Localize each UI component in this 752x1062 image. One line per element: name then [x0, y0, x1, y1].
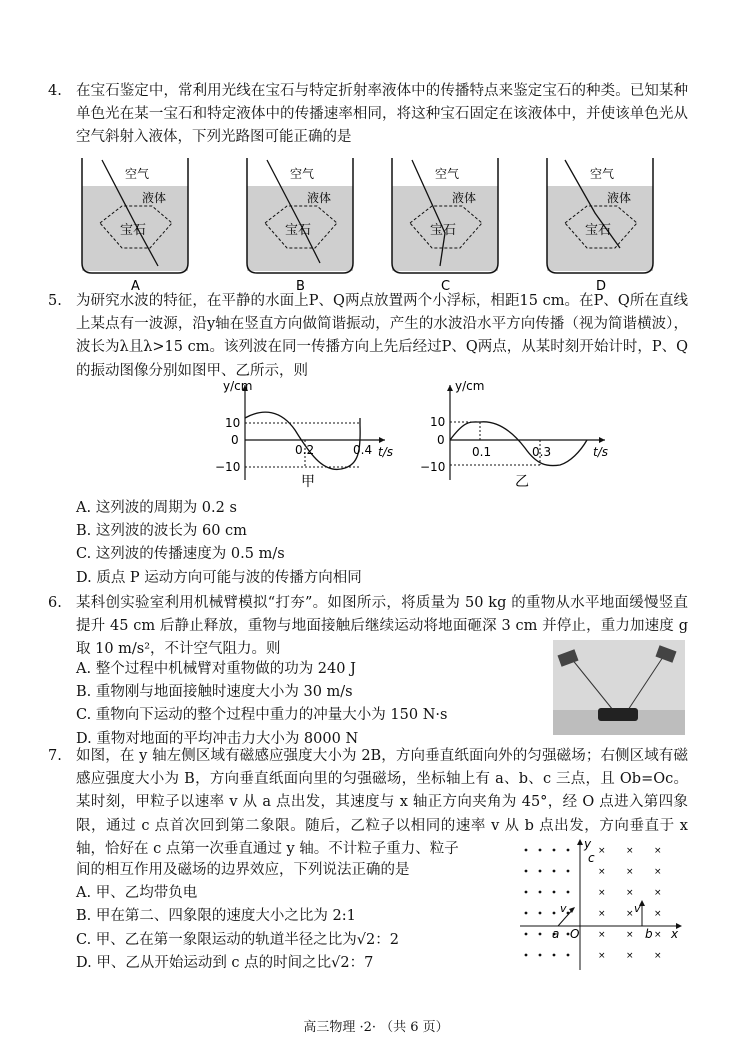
- field-dot: [553, 849, 556, 852]
- question-text-part2: 间的相互作用及磁场的边界效应，下列说法正确的是: [76, 862, 410, 878]
- graph-xlabel: t/s: [378, 445, 393, 459]
- air-label: 空气: [125, 167, 150, 181]
- beaker-a: [82, 158, 188, 293]
- gem-label: 宝石: [585, 223, 612, 238]
- tick-x-0.3: 0.3: [532, 445, 552, 459]
- axis-x-label: x: [671, 927, 679, 941]
- field-cross: ×: [626, 930, 634, 940]
- field-dot: [553, 870, 556, 873]
- air-label: 空气: [590, 167, 615, 181]
- tick-y-0: 0: [437, 433, 445, 447]
- point-b-label: b: [645, 927, 653, 941]
- point-c-label: c: [588, 851, 595, 865]
- question-text: 某科创实验室利用机械臂模拟“打夯”。如图所示，将质量为 50 kg 的重物从水平地面缓慢竖直提升 45 cm 后静止释放，重物与地面接触后继续运动将地面砸深 3 cm 并停止，重力加速度 g 取 10 m/s²，不计空气阻力。则: [76, 595, 688, 658]
- option-a[interactable]: A. 整个过程中机械臂对重物做的功为 240 J: [76, 661, 356, 677]
- field-dot: [525, 954, 528, 957]
- option-b[interactable]: B. 这列波的波长为 60 cm: [76, 523, 247, 540]
- tick-y-0: 0: [231, 433, 239, 447]
- field-cross: ×: [654, 909, 662, 919]
- liquid-label: 液体: [142, 191, 167, 205]
- field-cross: ×: [626, 888, 634, 898]
- question-number: 5.: [48, 293, 62, 309]
- field-cross: ×: [626, 951, 634, 961]
- question-5-options: [48, 497, 688, 590]
- air-label: 空气: [435, 167, 460, 181]
- field-dot: [525, 891, 528, 894]
- question-5: [48, 290, 688, 383]
- field-dot: [539, 954, 542, 957]
- field-cross: ×: [654, 888, 662, 898]
- origin-label: O: [570, 927, 580, 941]
- graph-yi: [420, 380, 608, 490]
- gem-label: 宝石: [430, 223, 457, 238]
- field-dot: [553, 891, 556, 894]
- field-dot: [525, 912, 528, 915]
- field-cross: ×: [626, 846, 634, 856]
- field-crosses-in: [598, 846, 662, 961]
- liquid-label: 液体: [452, 191, 477, 205]
- beaker-b: [247, 158, 353, 293]
- tick-y-neg10: −10: [420, 460, 446, 474]
- question-number: 6.: [48, 595, 62, 611]
- field-dot: [525, 849, 528, 852]
- graph-caption: 乙: [515, 474, 529, 490]
- option-label: C: [441, 279, 451, 293]
- question-text-part1: 如图，在 y 轴左侧区域有磁感应强度大小为 2B，方向垂直纸面向外的匀强磁场；右侧区域有磁感应强度大小为 B，方向垂直纸面向里的匀强磁场，坐标轴上有 a、b、c 三点，且 Ob=Oc。某时刻，甲粒子以速率 v 从 a 点出发，其速度与 x 轴正方向夹角为 45°，经 O 点进入第四象限，通过 c 点首次回到第二象限。随后，乙粒子以相同的速率 v 从 b 点出发，方向垂直于 x 轴，恰好在 c 点第一次垂直通过 y 轴。不计粒子重力、粒子: [76, 748, 688, 857]
- option-c[interactable]: C. 甲、乙在第一象限运动的轨道半径之比为√2：2: [76, 931, 399, 948]
- question-4: [48, 80, 688, 150]
- field-dot: [567, 870, 570, 873]
- option-d[interactable]: D. 甲、乙从开始运动到 c 点的时间之比√2：7: [76, 954, 374, 971]
- point-a-label: a: [552, 927, 560, 941]
- option-label: D: [596, 279, 607, 293]
- field-dot: [553, 954, 556, 957]
- field-dot: [539, 870, 542, 873]
- tick-y-neg10: −10: [215, 460, 241, 474]
- option-b[interactable]: B. 甲在第二、四象限的速度大小之比为 2:1: [76, 908, 356, 925]
- page-footer: 高三物理 ·2· （共 6 页）: [303, 1020, 449, 1035]
- liquid-label: 液体: [607, 191, 632, 205]
- q5-vibration-graphs: [215, 380, 615, 490]
- question-7-cont: [48, 859, 518, 975]
- question-text: 为研究水波的特征，在平静的水面上P、Q两点放置两个小浮标，相距15 cm。在P、Q所在直线上某点有一波源，沿y轴在竖直方向做简谐振动，产生的水波沿水平方向传播（视为简谐横波），波长为λ且λ>15 cm。该列波在同一传播方向上先后经过P、Q两点，从某时刻开始计时，P、Q的振动图像分别如图甲、乙所示，则: [76, 293, 688, 379]
- field-dot: [567, 849, 570, 852]
- question-number: 7.: [48, 748, 62, 764]
- gem-label: 宝石: [285, 223, 312, 238]
- robot-arm-photo: [553, 640, 685, 735]
- field-dot: [567, 954, 570, 957]
- field-cross: ×: [598, 888, 606, 898]
- q4-light-path-figures: [70, 158, 670, 293]
- air-label: 空气: [290, 167, 315, 181]
- field-cross: ×: [626, 867, 634, 877]
- option-label: B: [296, 279, 305, 293]
- field-dot: [525, 933, 528, 936]
- liquid-label: 液体: [307, 191, 332, 205]
- field-cross: ×: [654, 951, 662, 961]
- tick-x-0.1: 0.1: [472, 445, 492, 459]
- field-cross: ×: [598, 951, 606, 961]
- field-cross: ×: [626, 909, 634, 919]
- graph-jia: [215, 380, 393, 490]
- gem-label: 宝石: [120, 223, 147, 238]
- tick-x-0.2: 0.2: [295, 443, 315, 457]
- option-c[interactable]: C. 重物向下运动的整个过程中重力的冲量大小为 150 N·s: [76, 707, 448, 724]
- field-dot: [539, 849, 542, 852]
- tick-x-0.4: 0.4: [353, 443, 373, 457]
- question-text: 在宝石鉴定中，常利用光线在宝石与特定折射率液体中的传播特点来鉴定宝石的种类。已知某种单色光在某一宝石和特定液体中的传播速率相同，将这种宝石固定在该液体中，并使该单色光从空气斜射入液体，下列光路图可能正确的是: [76, 83, 688, 146]
- graph-caption: 甲: [301, 474, 315, 490]
- field-dot: [539, 912, 542, 915]
- beaker-d: [547, 158, 653, 293]
- option-label: A: [131, 279, 140, 293]
- question-number: 4.: [48, 83, 62, 99]
- field-dot: [567, 933, 570, 936]
- field-dot: [525, 870, 528, 873]
- field-dot: [539, 891, 542, 894]
- field-cross: ×: [654, 867, 662, 877]
- tick-y-10: 10: [430, 415, 446, 429]
- field-cross: ×: [654, 846, 662, 856]
- field-dot: [553, 912, 556, 915]
- option-a[interactable]: A. 甲、乙均带负电: [76, 885, 198, 902]
- option-d[interactable]: D. 重物对地面的平均冲击力大小为 8000 N: [76, 730, 359, 747]
- field-dot: [567, 891, 570, 894]
- field-cross: ×: [598, 930, 606, 940]
- graph-xlabel: t/s: [593, 445, 608, 459]
- option-b[interactable]: B. 重物刚与地面接触时速度大小为 30 m/s: [76, 684, 353, 701]
- field-cross: ×: [598, 867, 606, 877]
- field-cross: ×: [654, 930, 662, 940]
- q7-magnetic-field-figure: [518, 838, 688, 973]
- field-dot: [539, 933, 542, 936]
- axis-y-label: y: [584, 838, 592, 851]
- option-d[interactable]: D. 质点 P 运动方向可能与波的传播方向相同: [76, 569, 362, 586]
- velocity-label-a: v: [560, 902, 567, 915]
- option-a[interactable]: A. 这列波的周期为 0.2 s: [76, 500, 237, 516]
- graph-ylabel: y/cm: [455, 380, 485, 393]
- tick-y-10: 10: [225, 416, 241, 430]
- question-6-options: [48, 658, 528, 751]
- velocity-label-b: v: [634, 902, 641, 915]
- option-c[interactable]: C. 这列波的传播速度为 0.5 m/s: [76, 546, 285, 563]
- field-cross: ×: [598, 909, 606, 919]
- field-cross: ×: [598, 846, 606, 856]
- beaker-c: [392, 158, 498, 293]
- graph-ylabel: y/cm: [223, 380, 253, 393]
